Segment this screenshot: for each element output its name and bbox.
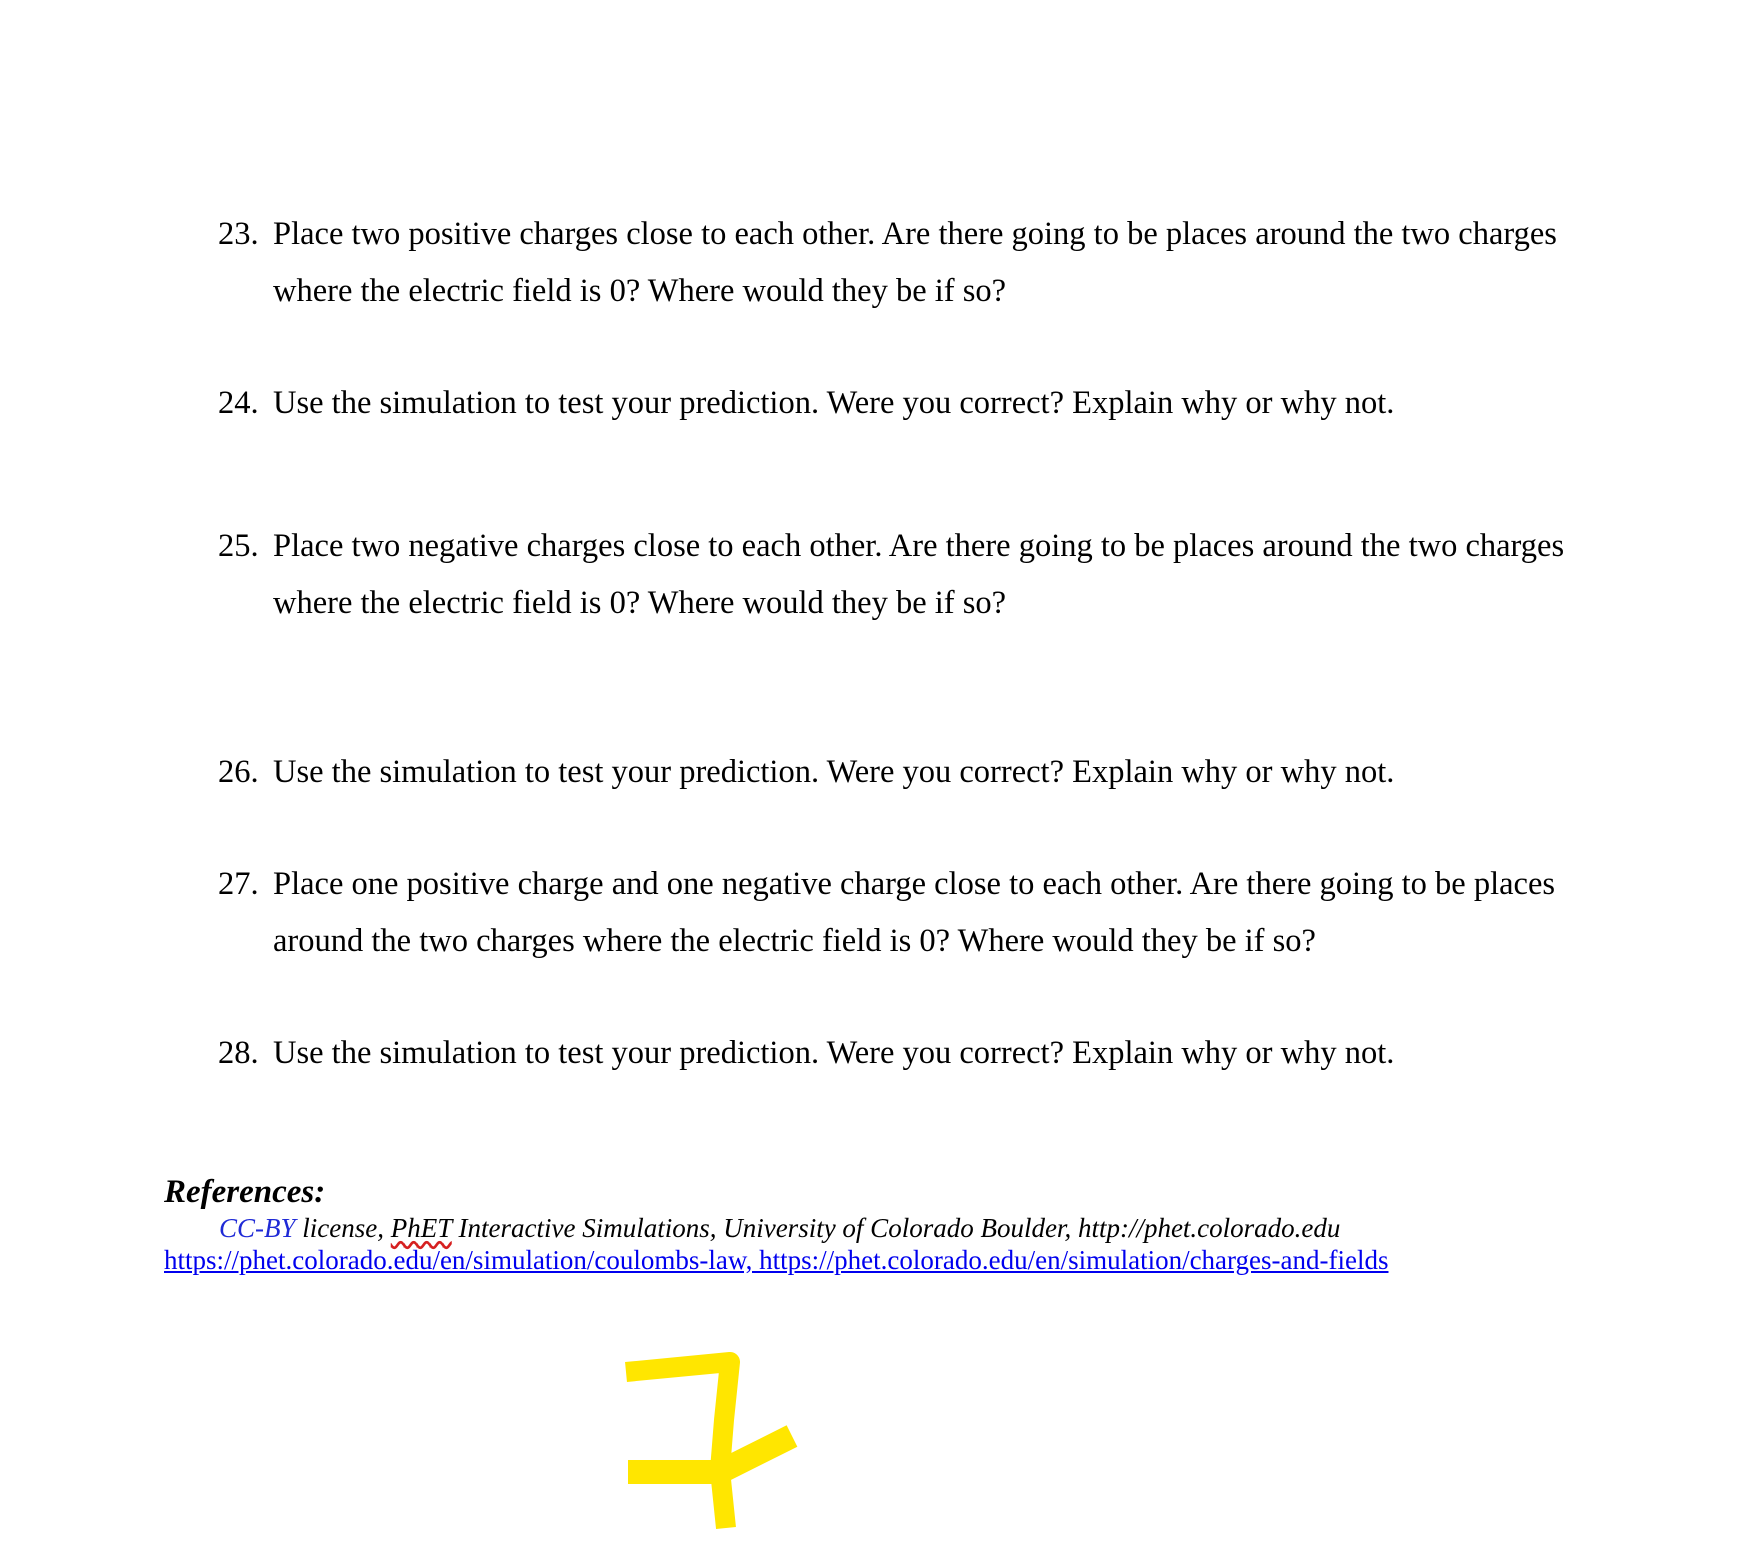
question-text-line: Place two negative charges close to each other. Are there going to be places around the two charges (273, 528, 1565, 564)
question-text-line: around the two charges where the electric field is 0? Where would they be if so? (273, 923, 1316, 959)
question-text-line: Use the simulation to test your prediction. Were you correct? Explain why or why not. (273, 1035, 1395, 1071)
question-text-line: Place one positive charge and one negative charge close to each other. Are there going to be places (273, 866, 1556, 902)
question-text-line: where the electric field is 0? Where would they be if so? (273, 273, 1007, 309)
question-23 (218, 206, 1618, 320)
question-27 (218, 856, 1618, 970)
question-number: 23. (218, 216, 259, 252)
question-text-line: Use the simulation to test your prediction. Were you correct? Explain why or why not. (273, 385, 1395, 421)
question-text-line: Use the simulation to test your prediction. Were you correct? Explain why or why not. (273, 754, 1395, 790)
question-28 (218, 1025, 1618, 1082)
question-number: 25. (218, 528, 259, 564)
references-heading: References: (164, 1174, 326, 1210)
question-25 (218, 518, 1618, 632)
question-24 (218, 375, 1618, 432)
question-number: 26. (218, 754, 259, 790)
phet-word: PhET (390, 1213, 452, 1243)
question-number: 27. (218, 866, 259, 902)
simulation-links[interactable]: https://phet.colorado.edu/en/simulation/coulombs-law, https://phet.colorado.edu/en/simulation/charges-and-fields (164, 1245, 1389, 1275)
question-text-line: Place two positive charges close to each other. Are there going to be places around the two charges (273, 216, 1557, 252)
cc-by-link[interactable]: CC-BY (219, 1213, 296, 1243)
reference-credit (219, 1211, 1340, 1245)
question-text-line: where the electric field is 0? Where would they be if so? (273, 585, 1007, 621)
license-text: license, (295, 1213, 391, 1243)
reference-urls (164, 1243, 1389, 1277)
question-number: 24. (218, 385, 259, 421)
question-number: 28. (218, 1035, 259, 1071)
handwritten-seven-mark (620, 1340, 800, 1530)
credit-text: Interactive Simulations, University of Colorado Boulder, http://phet.colorado.edu (451, 1213, 1341, 1243)
question-26 (218, 744, 1618, 801)
